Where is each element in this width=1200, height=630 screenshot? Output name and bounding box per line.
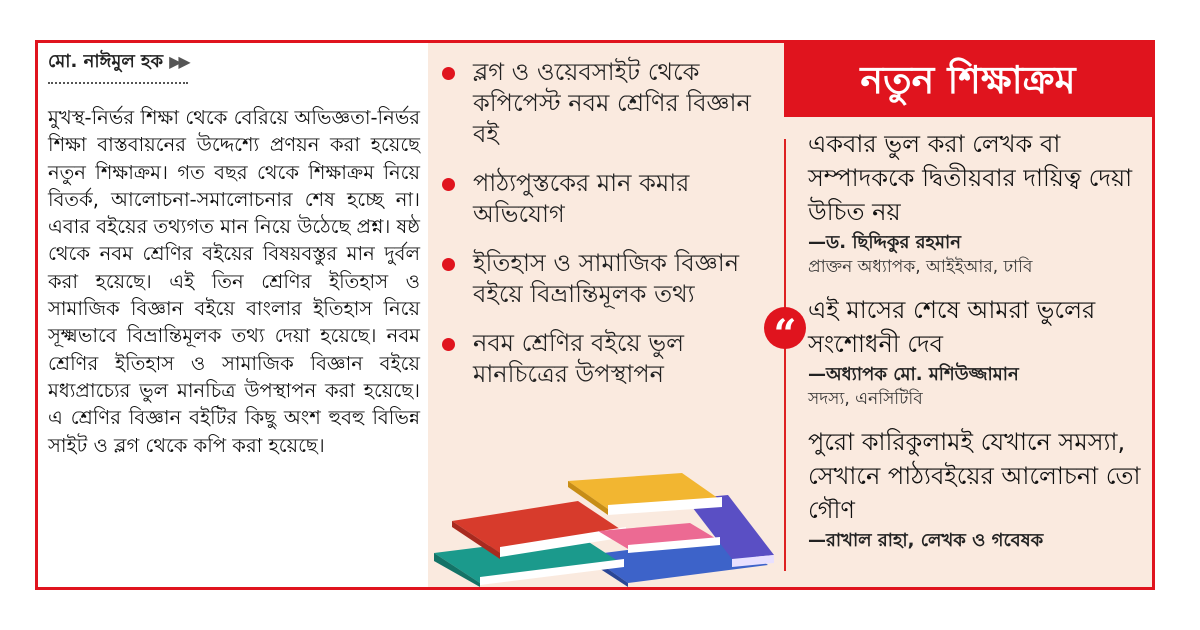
highlights-list bbox=[428, 43, 784, 390]
byline-name: মো. নাঈমুল হক bbox=[48, 51, 164, 72]
quote-text: পুরো কারিকুলামই যেখানে সমস্যা, সেখানে পাঠ্যবইয়ের আলোচনা তো গৌণ bbox=[808, 428, 1141, 524]
quote-block bbox=[808, 127, 1150, 279]
quote-author: —রাখাল রাহা, লেখক ও গবেষক bbox=[808, 530, 1044, 551]
highlight-item bbox=[442, 57, 778, 150]
quotes-column bbox=[773, 43, 1155, 587]
highlight-text: ইতিহাস ও সামাজিক বিজ্ঞান বইয়ে বিভ্রান্তিমূলক তথ্য bbox=[473, 249, 740, 308]
quotes-list bbox=[808, 127, 1150, 567]
red-dot-icon bbox=[442, 258, 455, 271]
quote-text: এই মাসের শেষে আমরা ভুলের সংশোধনী দেব bbox=[808, 296, 1096, 358]
highlight-text: নবম শ্রেণির বইয়ে ভুল মানচিত্রের উপস্থাপন bbox=[473, 329, 685, 388]
highlight-item bbox=[442, 248, 778, 310]
quote-role: সদস্য, এনসিটিবি bbox=[808, 389, 923, 409]
red-dot-icon bbox=[442, 67, 455, 80]
quote-block bbox=[808, 293, 1150, 411]
byline bbox=[48, 47, 188, 84]
left-column bbox=[38, 43, 428, 587]
quote-mark-icon: “ bbox=[764, 307, 806, 349]
quote-author: —ড. ছিদ্দিকুর রহমান bbox=[808, 232, 961, 253]
highlight-text: ব্লগ ও ওয়েবসাইট থেকে কপিপেস্ট নবম শ্রেণির বিজ্ঞান বই bbox=[473, 58, 751, 148]
article-body: মুখস্থ-নির্ভর শিক্ষা থেকে বেরিয়ে অভিজ্ঞতা-নির্ভর শিক্ষা বাস্তবায়নের উদ্দেশ্যে প্রণয়ন করা হয়েছে নতুন শিক্ষাক্রম। গত বছর থেকে শিক্ষাক্রম নিয়ে বিতর্ক, আলোচনা-সমালোচনার শেষ হচ্ছে না। এবার বইয়ের তথ্যগত মান নিয়ে উঠেছে প্রশ্ন। ষষ্ঠ থেকে নবম শ্রেণির বইয়ের বিষয়বস্তুর মান দুর্বল করা হয়েছে। এই তিন শ্রেণির ইতিহাস ও সামাজিক বিজ্ঞান বইয়ে বাংলার ইতিহাস নিয়ে সূক্ষ্মভাবে বিভ্রান্তিমূলক তথ্য দেয়া হয়েছে। নবম শ্রেণির ইতিহাস ও সামাজিক বিজ্ঞান বইয়ে মধ্যপ্রাচ্যের ভুল মানচিত্র উপস্থাপন করা হয়েছে। এ শ্রেণির বিজ্ঞান বইটির কিছু অংশ হুবহু বিভিন্ন সাইট ও ব্লগ থেকে কপি করা হয়েছে। bbox=[48, 106, 420, 457]
highlight-item bbox=[442, 328, 778, 390]
highlight-text: পাঠ্যপুস্তকের মান কমার অভিযোগ bbox=[473, 169, 690, 228]
quote-author: —অধ্যাপক মো. মশিউজ্জামান bbox=[808, 364, 1019, 385]
red-dot-icon bbox=[442, 338, 455, 351]
byline-arrows-icon: ▶▶ bbox=[169, 52, 188, 71]
highlights-column bbox=[428, 43, 784, 587]
quote-text: একবার ভুল করা লেখক বা সম্পাদককে দ্বিতীয়বার দায়িত্ব দেয়া উচিত নয় bbox=[808, 130, 1133, 226]
highlight-item bbox=[442, 168, 778, 230]
section-title: নতুন শিক্ষাক্রম bbox=[784, 43, 1152, 117]
books-stack-icon bbox=[428, 437, 784, 587]
quote-block bbox=[808, 425, 1150, 553]
article-frame bbox=[35, 40, 1155, 590]
quote-role: প্রাক্তন অধ্যাপক, আইইআর, ঢাবি bbox=[808, 257, 1033, 277]
red-dot-icon bbox=[442, 178, 455, 191]
